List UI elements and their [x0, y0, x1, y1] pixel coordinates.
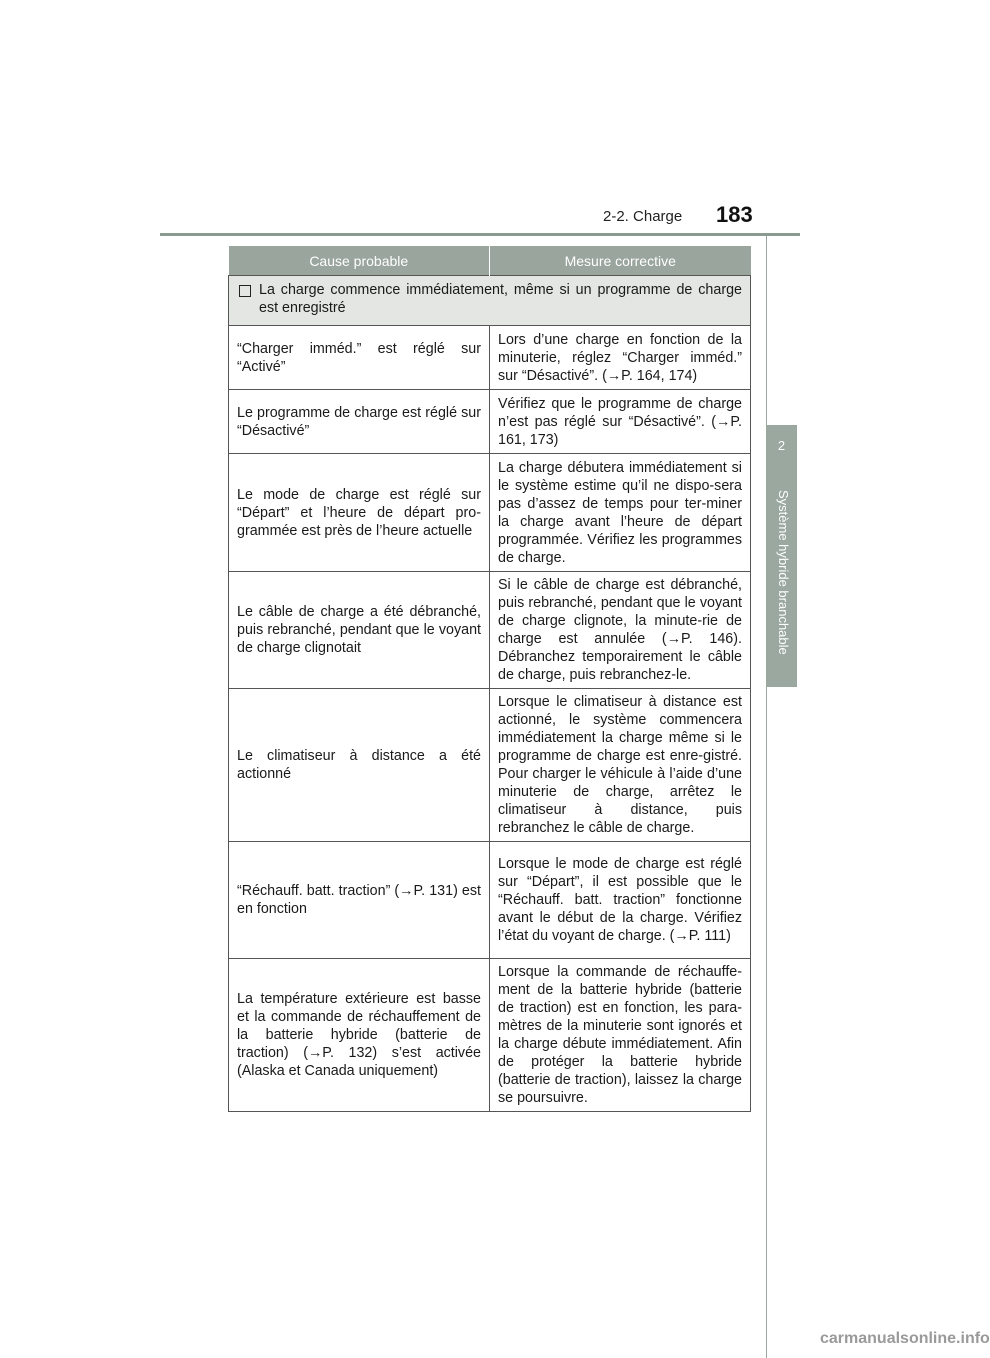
measure-cell: Lorsque la commande de réchauffe-ment de la batterie hybride (batterie de traction) est en fonction, les para-mètres de la minuterie sont ignorés et la charge débute immédiatement. Afin de protéger la batterie hybride (batterie de traction), laissez la charge se poursuivre.: [490, 959, 751, 1112]
category-cell: [229, 276, 751, 326]
checkbox-icon: [239, 285, 251, 297]
table-row: [229, 959, 751, 1112]
table-row: [229, 842, 751, 959]
category-label: La charge commence immédiatement, même si un programme de charge est enregistré: [259, 282, 742, 316]
cause-cell: “Réchauff. batt. traction” (→P. 131) est en fonction: [229, 842, 490, 959]
measure-cell: Lors d’une charge en fonction de la minuterie, réglez “Charger imméd.” sur “Désactivé”. (→P. 164, 174): [490, 326, 751, 390]
table-row: [229, 689, 751, 842]
cause-cell: Le programme de charge est réglé sur “Désactivé”: [229, 390, 490, 454]
cause-cell: “Charger imméd.” est réglé sur “Activé”: [229, 326, 490, 390]
measure-cell: Lorsque le mode de charge est réglé sur “Départ”, il est possible que le “Réchauff. batt. traction” fonctionne avant le début de la charge. Vérifiez l’état du voyant de charge. (→P. 111): [490, 842, 751, 959]
cause-cell: La température extérieure est basse et la commande de réchauffement de la batterie hybride (batterie de traction) (→P. 132) s’est activée (Alaska et Canada uniquement): [229, 959, 490, 1112]
measure-cell: Si le câble de charge est débranché, puis rebranché, pendant que le voyant de charge clignote, la minute-rie de charge est annulée (→P. 146). Débranchez temporairement le câble de charge, puis rebranchez-le.: [490, 572, 751, 689]
section-title: 2-2. Charge: [603, 208, 683, 225]
cause-cell: Le mode de charge est réglé sur “Départ” et l’heure de départ pro-grammée est près de l’heure actuelle: [229, 454, 490, 572]
page-number: 183: [716, 202, 753, 227]
troubleshooting-table: [228, 246, 751, 1112]
category-row: [229, 276, 751, 326]
measure-cell: Vérifiez que le programme de charge n’est pas réglé sur “Désactivé”. (→P. 161, 173): [490, 390, 751, 454]
side-margin-line: [766, 236, 767, 1358]
table-row: [229, 326, 751, 390]
chapter-tab-label: Système hybride branchable: [776, 490, 791, 655]
column-header-measure: Mesure corrective: [490, 246, 751, 276]
measure-cell: Lorsque le climatiseur à distance est actionné, le système commencera immédiatement la charge même si le programme de charge est enre-gistré. Pour charger le véhicule à l’aide d’une minuterie de charge, arrêtez le climatiseur à distance, puis rebranchez le câble de charge.: [490, 689, 751, 842]
table-header-row: [229, 246, 751, 276]
table-row: [229, 454, 751, 572]
measure-cell: La charge débutera immédiatement si le système estime qu’il ne dispo-sera pas d’assez de temps pour ter-miner la charge avant l’heure de départ programmée. Vérifiez les programmes de charge.: [490, 454, 751, 572]
cause-cell: Le câble de charge a été débranché, puis rebranché, pendant que le voyant de charge clignotait: [229, 572, 490, 689]
cause-cell: Le climatiseur à distance a été actionné: [229, 689, 490, 842]
table-row: [229, 572, 751, 689]
chapter-tab-number: 2: [777, 438, 786, 453]
column-header-cause: Cause probable: [229, 246, 490, 276]
table-row: [229, 390, 751, 454]
header-divider: [160, 233, 800, 236]
watermark: carmanualsonline.info: [820, 1330, 990, 1347]
